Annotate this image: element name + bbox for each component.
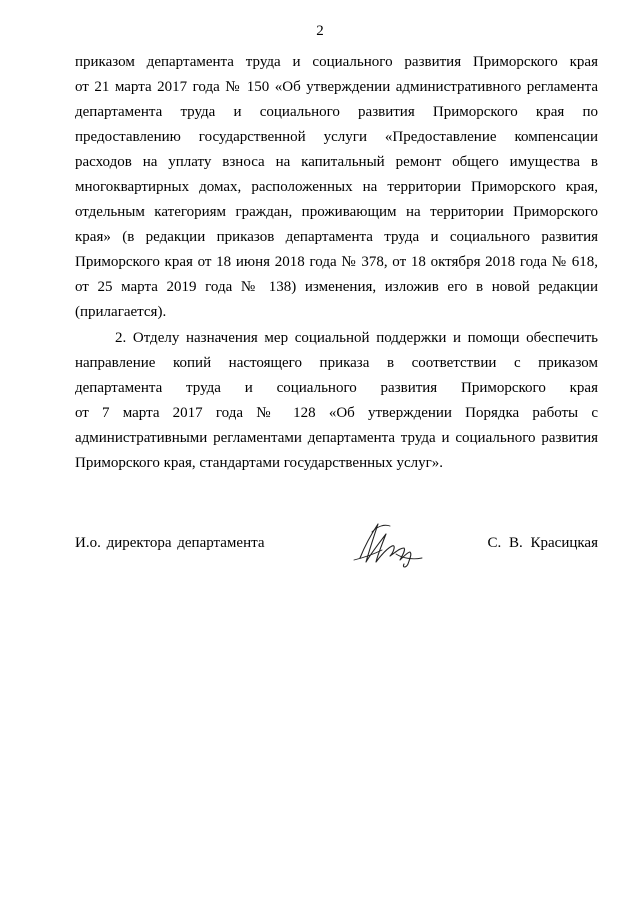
paragraph-1-line: департамента труда и социального развития Приморского края по [75, 104, 598, 120]
signatory-title: И.о. директора департамента [75, 535, 265, 551]
paragraph-1-line: многоквартирных домах, расположенных на территории Приморского края, [75, 179, 598, 195]
signature-block [75, 534, 598, 558]
paragraph-1-line: предоставлению государственной услуги «Предоставление компенсации [75, 129, 598, 145]
paragraph-2-line: департамента труда и социального развития Приморского края [75, 380, 598, 396]
paragraph-1-line: отдельным категориям граждан, проживающим на территории Приморского [75, 204, 598, 220]
page-number: 2 [316, 23, 324, 39]
paragraph-2-line: Приморского края, стандартами государственных услуг». [75, 455, 443, 471]
paragraph-1-line: края» (в редакции приказов департамента труда и социального развития [75, 229, 598, 245]
paragraph-2-line: 2. Отделу назначения мер социальной поддержки и помощи обеспечить [115, 330, 598, 346]
paragraph-2-line: административными регламентами департамента труда и социального развития [75, 430, 598, 446]
handwritten-signature [352, 518, 432, 570]
paragraph-1-line: приказом департамента труда и социального развития Приморского края [75, 54, 598, 70]
paragraph-1-line: от 21 марта 2017 года № 150 «Об утверждении административного регламента [75, 79, 598, 95]
paragraph-2-line: от 7 марта 2017 года № 128 «Об утверждении Порядка работы с [75, 405, 598, 421]
paragraph-2-line: направление копий настоящего приказа в соответствии с приказом [75, 355, 598, 371]
paragraph-1-line: расходов на уплату взноса на капитальный ремонт общего имущества в [75, 154, 598, 170]
paragraph-1-line: (прилагается). [75, 304, 167, 320]
paragraph-1-line: Приморского края от 18 июня 2018 года № 378, от 18 октября 2018 года № 618, [75, 254, 598, 270]
paragraph-1-line: от 25 марта 2019 года № 138) изменения, изложив его в новой редакции [75, 279, 598, 295]
signatory-name: С. В. Красицкая [487, 535, 598, 551]
